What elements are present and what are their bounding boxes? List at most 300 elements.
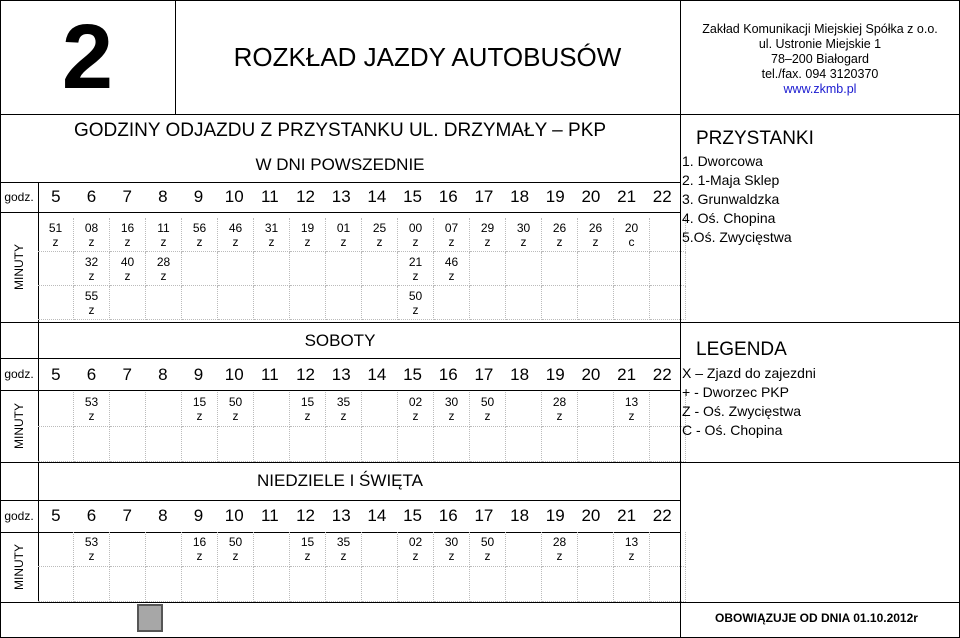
hour-label: 18: [510, 365, 530, 384]
minute-cell: [110, 427, 146, 462]
hour-label: 16: [438, 365, 458, 384]
minute-cell: [290, 427, 326, 462]
hour-label: 10: [224, 506, 244, 525]
minute-cell: [434, 286, 470, 320]
minute-cell: [326, 218, 362, 252]
sundays-title: NIEDZIELE I ŚWIĘTA: [257, 471, 423, 490]
hour-label: 14: [367, 506, 387, 525]
destination-code: z: [448, 235, 455, 249]
minute-cell: [362, 532, 398, 567]
hour-label: 12: [296, 365, 315, 384]
destination-code: z: [88, 235, 95, 249]
minute-value: 50: [228, 395, 243, 409]
destination-code: z: [412, 549, 419, 563]
minute-value: 08: [84, 221, 99, 235]
minute-cell: [254, 427, 290, 462]
minute-cell: [578, 252, 614, 286]
destination-code: z: [88, 303, 95, 317]
hour-label: 21: [617, 365, 637, 384]
hour-label: 9: [193, 506, 204, 525]
hour-label: 11: [261, 187, 279, 206]
godz-label: godz.: [4, 509, 34, 523]
hour-label: 19: [545, 187, 565, 206]
effective-date: OBOWIĄZUJE OD DNIA 01.10.2012r: [715, 611, 918, 625]
minute-cell: [362, 286, 398, 320]
minute-cell: [398, 532, 434, 567]
minute-cell: [434, 218, 470, 252]
minute-value: 30: [444, 535, 459, 549]
legend-item: Z - Oś. Zwycięstwa: [682, 403, 802, 419]
minute-cell: [434, 427, 470, 462]
hour-label: 18: [510, 187, 530, 206]
minute-cell: [326, 392, 362, 427]
destination-code: z: [304, 409, 311, 423]
minute-value: 53: [84, 395, 99, 409]
company-website-link[interactable]: www.zkmb.pl: [783, 82, 857, 96]
minute-cell: [290, 218, 326, 252]
destination-code: z: [448, 549, 455, 563]
hour-label: 18: [510, 506, 530, 525]
destination-code: z: [196, 409, 203, 423]
minute-cell: [218, 532, 254, 567]
destination-code: z: [412, 269, 419, 283]
minute-cell: [398, 567, 434, 602]
minute-cell: [614, 392, 650, 427]
destination-code: z: [268, 235, 275, 249]
minute-cell: [74, 252, 110, 286]
minute-value: 07: [444, 221, 459, 235]
minute-cell: [290, 532, 326, 567]
minuty-label-saturdays: MINUTY: [12, 403, 26, 449]
hour-label: 15: [403, 187, 423, 206]
minute-cell: [218, 218, 254, 252]
hour-label: 9: [193, 365, 204, 384]
hour-label: 17: [474, 365, 494, 384]
minute-cell: [182, 252, 218, 286]
minute-value: 35: [336, 535, 351, 549]
hour-label: 13: [331, 506, 351, 525]
minute-value: 16: [120, 221, 135, 235]
minute-cell: [506, 218, 542, 252]
company-city: 78–200 Białogard: [771, 52, 869, 66]
minute-value: 26: [588, 221, 603, 235]
minute-cell: [506, 427, 542, 462]
minute-cell: [74, 218, 110, 252]
hour-label: 20: [581, 187, 601, 206]
minute-value: 53: [84, 535, 99, 549]
destination-code: z: [448, 409, 455, 423]
minute-value: 21: [408, 255, 423, 269]
minute-cell: [434, 567, 470, 602]
minute-cell: [182, 532, 218, 567]
destination-code: z: [412, 303, 419, 317]
minute-cell: [290, 567, 326, 602]
hour-label: 12: [296, 506, 315, 525]
hour-label: 12: [296, 187, 315, 206]
hour-label: 13: [331, 187, 351, 206]
destination-code: z: [88, 409, 95, 423]
minute-value: 02: [408, 395, 423, 409]
minute-cell: [146, 286, 182, 320]
minuty-label-weekdays: MINUTY: [12, 244, 26, 290]
weekdays-title: W DNI POWSZEDNIE: [255, 155, 425, 174]
hour-label: 6: [86, 187, 97, 206]
minute-cell: [542, 218, 578, 252]
minute-cell: [38, 286, 74, 320]
minute-cell: [614, 286, 650, 320]
hour-label: 22: [652, 506, 672, 525]
godz-label: godz.: [4, 367, 34, 381]
hour-label: 8: [158, 506, 168, 525]
stop-item: 4. Oś. Chopina: [682, 210, 776, 226]
minuty-label-sundays: MINUTY: [12, 544, 26, 590]
destination-code: c: [628, 235, 635, 249]
hour-label: 8: [158, 187, 168, 206]
hour-label: 22: [652, 187, 672, 206]
gray-square: [137, 604, 163, 632]
minute-cell: [578, 427, 614, 462]
minute-cell: [218, 427, 254, 462]
minute-cell: [578, 286, 614, 320]
destination-code: z: [304, 549, 311, 563]
minute-cell: [398, 286, 434, 320]
minute-cell: [398, 218, 434, 252]
company-info: [680, 0, 960, 114]
minute-cell: [254, 286, 290, 320]
destination-code: z: [124, 235, 131, 249]
minute-cell: [74, 392, 110, 427]
hour-label: 13: [331, 365, 351, 384]
minute-value: 29: [480, 221, 495, 235]
hour-label: 19: [545, 365, 565, 384]
destination-code: z: [484, 235, 491, 249]
minute-value: 50: [408, 289, 423, 303]
minute-value: 32: [84, 255, 99, 269]
godz-label: godz.: [4, 190, 34, 204]
minute-cell: [254, 532, 290, 567]
minute-cell: [650, 286, 686, 320]
destination-code: z: [376, 235, 383, 249]
minute-cell: [506, 286, 542, 320]
destination-code: z: [304, 235, 311, 249]
minute-cell: [650, 252, 686, 286]
hour-label: 17: [474, 506, 494, 525]
destination-code: z: [196, 235, 203, 249]
minute-cell: [182, 427, 218, 462]
minute-cell: [650, 392, 686, 427]
minute-cell: [254, 392, 290, 427]
destination-code: z: [196, 549, 203, 563]
hour-label: 15: [403, 365, 423, 384]
route-number: 2: [61, 5, 114, 108]
minute-cell: [542, 567, 578, 602]
minute-cell: [218, 252, 254, 286]
minute-cell: [578, 392, 614, 427]
minute-value: 51: [48, 221, 63, 235]
minute-cell: [650, 427, 686, 462]
minute-cell: [398, 392, 434, 427]
hour-label: 22: [652, 365, 672, 384]
minute-cell: [542, 252, 578, 286]
minute-value: 28: [552, 535, 567, 549]
hour-label: 16: [438, 506, 458, 525]
stops-title: PRZYSTANKI: [696, 128, 814, 149]
hour-label: 6: [86, 506, 97, 525]
minute-value: 31: [264, 221, 279, 235]
minute-cell: [470, 252, 506, 286]
destination-code: z: [628, 409, 635, 423]
minute-value: 28: [156, 255, 171, 269]
legend-title: LEGENDA: [696, 339, 787, 360]
hour-label: 10: [224, 365, 244, 384]
page-title: ROZKŁAD JAZDY AUTOBUSÓW: [233, 41, 622, 72]
destination-code: z: [52, 235, 59, 249]
minute-cell: [398, 252, 434, 286]
minute-cell: [38, 427, 74, 462]
stop-item: 1. Dworcowa: [682, 153, 763, 169]
minute-cell: [38, 392, 74, 427]
destination-code: z: [160, 269, 167, 283]
company-street: ul. Ustronie Miejskie 1: [758, 37, 882, 51]
minute-cell: [650, 218, 686, 252]
minute-value: 26: [552, 221, 567, 235]
minute-cell: [182, 392, 218, 427]
minute-cell: [434, 532, 470, 567]
hour-label: 14: [367, 365, 387, 384]
minute-cell: [434, 392, 470, 427]
minute-value: 40: [120, 255, 135, 269]
hour-label: 16: [438, 187, 458, 206]
minute-cell: [254, 567, 290, 602]
destination-code: z: [556, 235, 563, 249]
hour-label: 7: [122, 365, 132, 384]
minute-value: 35: [336, 395, 351, 409]
minute-cell: [110, 392, 146, 427]
minute-cell: [506, 567, 542, 602]
minute-cell: [38, 252, 74, 286]
minute-value: 01: [336, 221, 351, 235]
destination-code: z: [412, 235, 419, 249]
company-phone: tel./fax. 094 3120370: [761, 67, 879, 81]
minute-value: 25: [372, 221, 387, 235]
hours-row-sundays: [38, 501, 680, 531]
legend-item: C - Oś. Chopina: [682, 422, 783, 438]
minute-cell: [362, 427, 398, 462]
stop-item: 3. Grunwaldzka: [682, 191, 780, 207]
minute-value: 55: [84, 289, 99, 303]
minute-cell: [182, 286, 218, 320]
minute-cell: [506, 252, 542, 286]
minute-cell: [614, 218, 650, 252]
minute-cell: [470, 392, 506, 427]
minute-cell: [110, 532, 146, 567]
hour-label: 10: [224, 187, 244, 206]
destination-code: z: [232, 549, 239, 563]
saturdays-title: SOBOTY: [304, 331, 376, 350]
destination-code: z: [340, 235, 347, 249]
minute-cell: [470, 218, 506, 252]
destination-code: z: [520, 235, 527, 249]
hour-label: 5: [51, 187, 61, 206]
minute-value: 15: [300, 535, 315, 549]
minute-cell: [506, 532, 542, 567]
destination-code: z: [88, 549, 95, 563]
minute-cell: [290, 286, 326, 320]
hour-label: 20: [581, 506, 601, 525]
hour-label: 5: [51, 506, 61, 525]
minute-value: 13: [624, 535, 639, 549]
minute-value: 50: [228, 535, 243, 549]
destination-code: z: [628, 549, 635, 563]
stops-list: [682, 152, 792, 247]
minute-cell: [578, 567, 614, 602]
hour-label: 21: [617, 506, 637, 525]
minute-cell: [470, 427, 506, 462]
minute-cell: [146, 392, 182, 427]
stop-item: 2. 1-Maja Sklep: [682, 172, 780, 188]
minute-cell: [254, 218, 290, 252]
minute-cell: [74, 567, 110, 602]
minute-cell: [362, 392, 398, 427]
minute-cell: [146, 532, 182, 567]
destination-code: z: [160, 235, 167, 249]
minute-cell: [218, 392, 254, 427]
destination-code: z: [484, 549, 491, 563]
minute-value: 15: [192, 395, 207, 409]
minute-value: 28: [552, 395, 567, 409]
destination-code: z: [556, 549, 563, 563]
legend-item: X – Zjazd do zajezdni: [682, 365, 816, 381]
minute-cell: [290, 252, 326, 286]
minute-cell: [470, 286, 506, 320]
minute-cell: [74, 427, 110, 462]
minute-cell: [146, 567, 182, 602]
stop-item: 5.Oś. Zwycięstwa: [682, 229, 792, 245]
destination-code: z: [412, 409, 419, 423]
minute-value: 16: [192, 535, 207, 549]
minute-cell: [38, 567, 74, 602]
minute-cell: [182, 218, 218, 252]
minute-cell: [614, 252, 650, 286]
minute-cell: [326, 427, 362, 462]
destination-code: z: [592, 235, 599, 249]
minute-value: 11: [157, 221, 170, 235]
minute-value: 15: [300, 395, 315, 409]
hour-label: 11: [261, 365, 279, 384]
minute-cell: [542, 532, 578, 567]
hour-label: 21: [617, 187, 637, 206]
minute-value: 00: [408, 221, 423, 235]
destination-code: z: [556, 409, 563, 423]
minute-value: 19: [300, 221, 315, 235]
hour-label: 6: [86, 365, 97, 384]
minute-value: 56: [192, 221, 207, 235]
minute-value: 20: [624, 221, 639, 235]
hour-label: 5: [51, 365, 61, 384]
stop-title: GODZINY ODJAZDU Z PRZYSTANKU UL. DRZYMAŁY – PKP: [73, 120, 607, 141]
minute-cell: [74, 286, 110, 320]
legend-item: + - Dworzec PKP: [682, 384, 789, 400]
minute-cell: [326, 286, 362, 320]
minute-cell: [218, 286, 254, 320]
minute-cell: [506, 392, 542, 427]
minute-cell: [110, 218, 146, 252]
hour-label: 11: [261, 506, 279, 525]
minute-value: 02: [408, 535, 423, 549]
hours-row-weekdays: [38, 182, 680, 212]
minute-value: 46: [444, 255, 459, 269]
destination-code: z: [88, 269, 95, 283]
minute-cell: [398, 427, 434, 462]
hour-label: 8: [158, 365, 168, 384]
minute-cell: [650, 532, 686, 567]
minute-cell: [542, 427, 578, 462]
minute-value: 50: [480, 395, 495, 409]
hour-label: 7: [122, 506, 132, 525]
minute-cell: [110, 286, 146, 320]
hour-label: 14: [367, 187, 387, 206]
minute-cell: [542, 392, 578, 427]
hour-label: 20: [581, 365, 601, 384]
minute-value: 13: [624, 395, 639, 409]
minute-cell: [146, 427, 182, 462]
minute-cell: [470, 567, 506, 602]
minute-cell: [38, 532, 74, 567]
minute-cell: [362, 252, 398, 286]
minute-cell: [470, 532, 506, 567]
minute-cell: [614, 532, 650, 567]
minute-cell: [290, 392, 326, 427]
minute-cell: [326, 567, 362, 602]
minute-cell: [110, 252, 146, 286]
minute-cell: [650, 567, 686, 602]
destination-code: z: [340, 549, 347, 563]
hour-label: 17: [474, 187, 494, 206]
minute-cell: [434, 252, 470, 286]
minute-cell: [326, 252, 362, 286]
hour-label: 19: [545, 506, 565, 525]
minute-cell: [578, 532, 614, 567]
minute-value: 30: [444, 395, 459, 409]
minute-cell: [182, 567, 218, 602]
minute-cell: [614, 427, 650, 462]
minute-cell: [578, 218, 614, 252]
minute-value: 46: [228, 221, 243, 235]
minute-cell: [254, 252, 290, 286]
company-name: Zakład Komunikacji Miejskiej Spółka z o.o.: [702, 22, 938, 36]
destination-code: z: [448, 269, 455, 283]
minute-cell: [542, 286, 578, 320]
hours-row-saturdays: [38, 360, 680, 390]
minute-cell: [362, 567, 398, 602]
destination-code: z: [232, 409, 239, 423]
destination-code: z: [340, 409, 347, 423]
minute-cell: [146, 218, 182, 252]
destination-code: z: [484, 409, 491, 423]
minute-cell: [110, 567, 146, 602]
minute-value: 50: [480, 535, 495, 549]
hour-label: 15: [403, 506, 423, 525]
minute-cell: [614, 567, 650, 602]
destination-code: z: [232, 235, 239, 249]
minute-value: 30: [516, 221, 531, 235]
minute-cell: [326, 532, 362, 567]
destination-code: z: [124, 269, 131, 283]
minute-cell: [218, 567, 254, 602]
minute-cell: [38, 218, 74, 252]
minute-cell: [146, 252, 182, 286]
minute-cell: [362, 218, 398, 252]
